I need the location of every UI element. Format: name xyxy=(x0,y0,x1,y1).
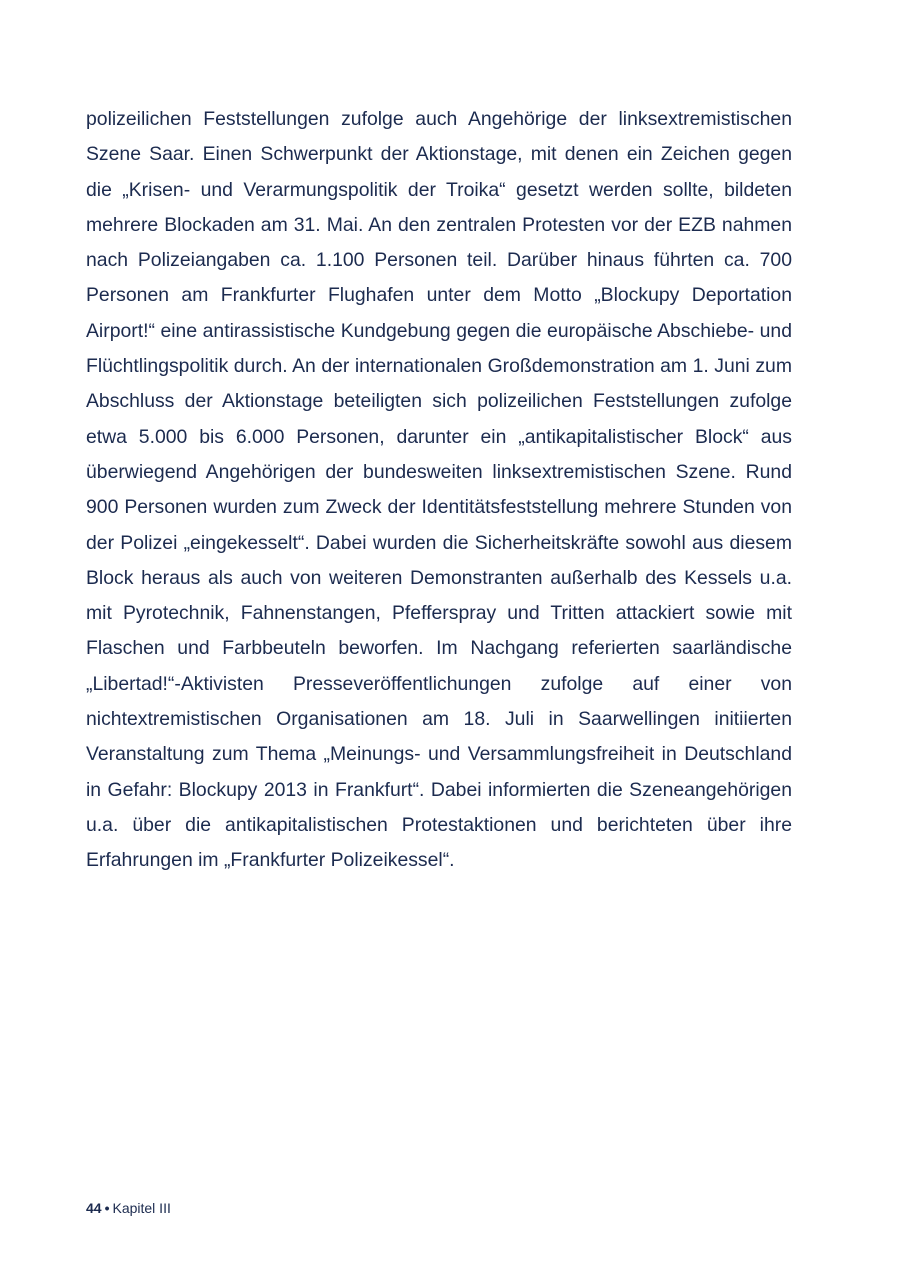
footer-separator-icon: • xyxy=(104,1200,110,1216)
chapter-label: Kapitel III xyxy=(112,1200,171,1216)
body-paragraph: polizeilichen Feststellungen zufolge auch Angehörige der linksextremistischen Szene Saar. Einen Schwerpunkt der Aktionstage, mit denen ein Zeichen gegen die „Krisen- und Verarmungspolitik der Troika“ gesetzt werden sollte, bildeten mehrere Blockaden am 31. Mai. An den zentralen Protesten vor der EZB nahmen nach Polizeiangaben ca. 1.100 Personen teil. Darüber hinaus führten ca. 700 Personen am Frankfurter Flughafen unter dem Motto „Blockupy Deportation Airport!“ eine antirassistische Kundgebung gegen die europäische Abschiebe- und Flüchtlingspolitik durch. An der internationalen Großdemonstration am 1. Juni zum Abschluss der Aktionstage beteiligten sich polizeilichen Feststellungen zufolge etwa 5.000 bis 6.000 Personen, darunter ein „antikapitalistischer Block“ aus überwiegend Angehörigen der bundesweiten linksextremistischen Szene. Rund 900 Personen wurden zum Zweck der Identitätsfeststellung mehrere Stunden von der Polizei „eingekesselt“. Dabei wurden die Sicherheitskräfte sowohl aus diesem Block heraus als auch von weiteren Demonstranten außerhalb des Kessels u.a. mit Pyrotechnik, Fahnenstangen, Pfefferspray und Tritten attackiert sowie mit Flaschen und Farbbeuteln beworfen. Im Nachgang referierten saarländische „Libertad!“-Aktivisten Presseveröffentlichungen zufolge auf einer von nichtextremistischen Organisationen am 18. Juli in Saarwellingen initiierten Veranstaltung zum Thema „Meinungs- und Versammlungsfreiheit in Deutschland in Gefahr: Blockupy 2013 in Frankfurt“. Dabei informierten die Szeneangehörigen u.a. über die antikapitalistischen Protestaktionen und berichteten über ihre Erfahrungen im „Frankfurter Polizeikessel“. xyxy=(86,108,792,872)
page-footer xyxy=(86,1198,171,1218)
page-number: 44 xyxy=(86,1200,102,1216)
